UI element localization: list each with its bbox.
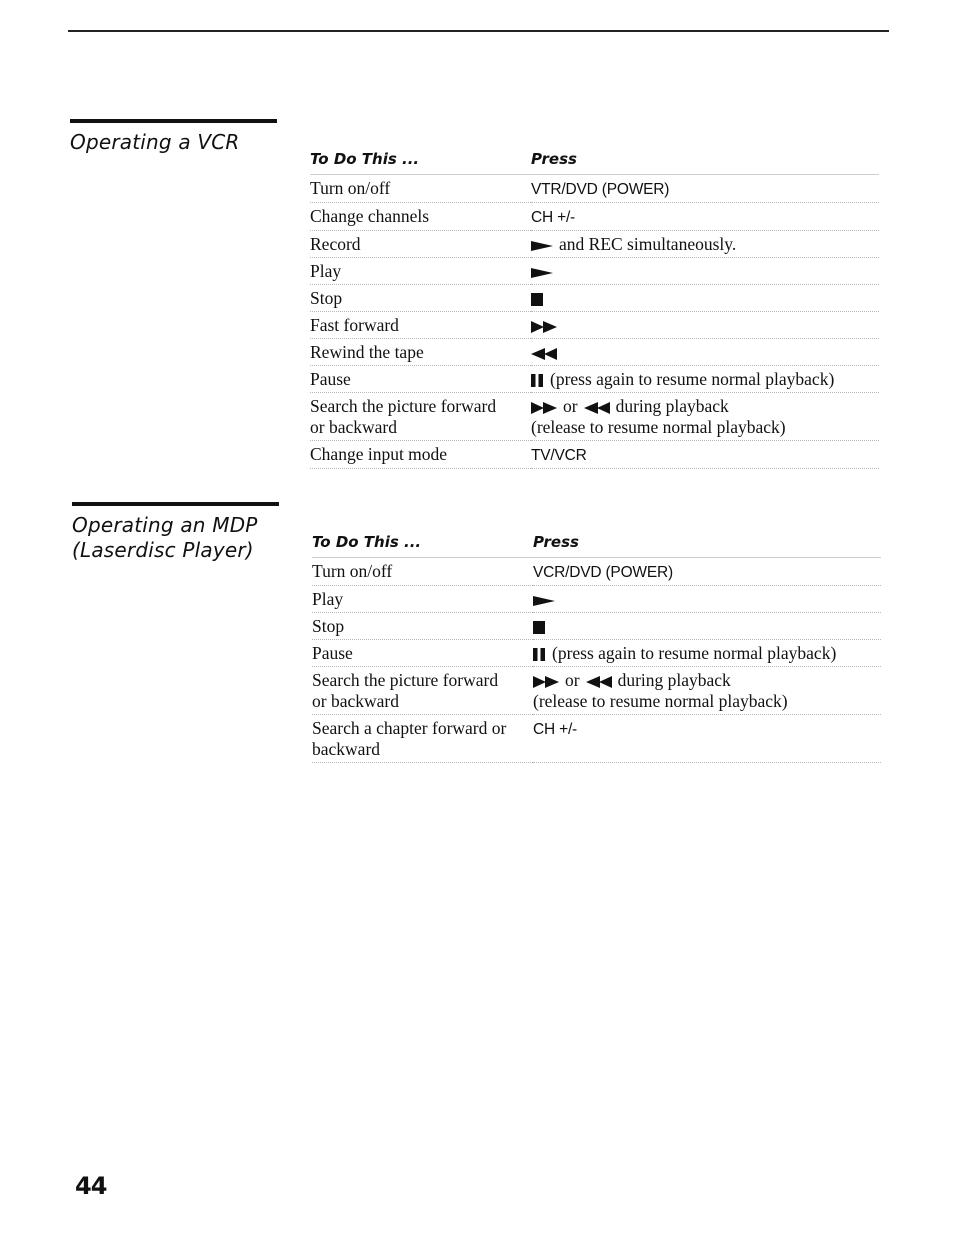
press-line [531, 288, 879, 309]
table-row [312, 558, 881, 586]
action-cell [312, 667, 533, 715]
action-cell [310, 393, 531, 441]
action-text: Rewind the tape [310, 342, 424, 362]
button-key-label: VCR/DVD (POWER) [533, 564, 673, 581]
press-cell [531, 203, 879, 231]
press-cell [533, 586, 881, 613]
column-header-action: To Do This ... [312, 529, 533, 558]
action-cell [312, 715, 533, 763]
fast-forward-icon [531, 402, 557, 414]
press-cell [533, 558, 881, 586]
action-cell [310, 231, 531, 258]
press-line [531, 396, 879, 417]
table-row [312, 667, 881, 715]
action-cell [310, 175, 531, 203]
mdp-table [312, 529, 881, 763]
column-header-action: To Do This ... [310, 146, 531, 175]
table-row [310, 175, 879, 203]
table-header-row [310, 146, 879, 175]
button-key-label: VTR/DVD (POWER) [531, 181, 670, 198]
press-line [531, 315, 879, 336]
table-row [312, 613, 881, 640]
action-cell [310, 258, 531, 285]
section-title-line: Operating a VCR [70, 130, 240, 154]
section-rule [70, 119, 277, 123]
table-row [310, 285, 879, 312]
page-number: 44 [75, 1172, 107, 1200]
action-text: backward [312, 739, 381, 759]
action-text: Pause [310, 369, 351, 389]
table-header-row [312, 529, 881, 558]
press-line [533, 691, 881, 712]
press-line [533, 718, 881, 740]
press-line [531, 417, 879, 438]
table-row [312, 640, 881, 667]
press-cell [531, 285, 879, 312]
action-text: Pause [312, 643, 353, 663]
press-line [531, 206, 879, 228]
press-line [533, 616, 881, 637]
press-line [531, 261, 879, 282]
section-rule [72, 502, 279, 506]
vcr-table [310, 146, 879, 469]
press-text: (release to resume normal playback) [533, 691, 788, 711]
action-text: Turn on/off [312, 561, 393, 581]
press-cell [531, 175, 879, 203]
press-line [531, 342, 879, 363]
fast-forward-icon [533, 676, 559, 688]
press-cell [531, 366, 879, 393]
pause-icon [531, 374, 544, 387]
section-title [72, 513, 258, 563]
press-line [531, 178, 879, 200]
button-key-label: CH +/- [531, 209, 576, 226]
press-line [533, 589, 881, 610]
connector-text: or [565, 670, 580, 690]
fast-forward-icon [531, 321, 557, 333]
press-text: (press again to resume normal playback) [552, 643, 837, 663]
action-text: or backward [310, 417, 397, 437]
action-text: Search the picture forward [310, 396, 497, 416]
action-text: Turn on/off [310, 178, 391, 198]
action-cell [312, 586, 533, 613]
action-cell [310, 366, 531, 393]
action-cell [310, 203, 531, 231]
rewind-icon [531, 348, 557, 360]
action-cell [310, 285, 531, 312]
rewind-icon [584, 402, 610, 414]
play-icon [531, 240, 553, 252]
press-line [533, 670, 881, 691]
table-row [310, 312, 879, 339]
action-text: Fast forward [310, 315, 399, 335]
button-key-label: CH +/- [533, 721, 578, 738]
section-title-line: (Laserdisc Player) [72, 538, 254, 562]
press-text: (release to resume normal playback) [531, 417, 786, 437]
press-cell [531, 393, 879, 441]
action-text: Play [310, 261, 342, 281]
action-text: Search a chapter forward or [312, 718, 507, 738]
action-text: Search the picture forward [312, 670, 499, 690]
table-row [310, 231, 879, 258]
action-text: Change input mode [310, 444, 448, 464]
press-cell [531, 231, 879, 258]
action-text: Change channels [310, 206, 430, 226]
press-cell [531, 258, 879, 285]
press-text: during playback [615, 396, 729, 416]
action-cell [312, 640, 533, 667]
play-icon [533, 595, 555, 607]
table-row [312, 586, 881, 613]
table-row [310, 441, 879, 469]
section-title [70, 130, 240, 155]
action-text: Record [310, 234, 361, 254]
stop-icon [533, 621, 545, 634]
press-cell [533, 613, 881, 640]
press-text: during playback [617, 670, 731, 690]
table-row [310, 203, 879, 231]
table-row [312, 715, 881, 763]
press-cell [533, 667, 881, 715]
action-text: Play [312, 589, 344, 609]
top-rule [68, 30, 889, 32]
press-text: and REC simultaneously. [559, 234, 737, 254]
table-row [310, 366, 879, 393]
press-cell [531, 312, 879, 339]
press-line [533, 561, 881, 583]
press-cell [531, 339, 879, 366]
action-cell [312, 613, 533, 640]
rewind-icon [586, 676, 612, 688]
table-row [310, 258, 879, 285]
section-title-line: Operating an MDP [72, 513, 258, 537]
play-icon [531, 267, 553, 279]
press-line [533, 643, 881, 664]
press-line [531, 369, 879, 390]
action-cell [310, 339, 531, 366]
action-text: or backward [312, 691, 399, 711]
column-header-press: Press [533, 529, 881, 558]
connector-text: or [563, 396, 578, 416]
action-cell [312, 558, 533, 586]
table-row [310, 339, 879, 366]
button-key-label: TV/VCR [531, 447, 587, 464]
action-text: Stop [312, 616, 345, 636]
action-cell [310, 312, 531, 339]
stop-icon [531, 293, 543, 306]
column-header-press: Press [531, 146, 879, 175]
press-text: (press again to resume normal playback) [550, 369, 835, 389]
action-text: Stop [310, 288, 343, 308]
press-cell [531, 441, 879, 469]
table-row [310, 393, 879, 441]
pause-icon [533, 648, 546, 661]
action-cell [310, 441, 531, 469]
press-cell [533, 640, 881, 667]
press-line [531, 444, 879, 466]
press-cell [533, 715, 881, 763]
press-line [531, 234, 879, 255]
